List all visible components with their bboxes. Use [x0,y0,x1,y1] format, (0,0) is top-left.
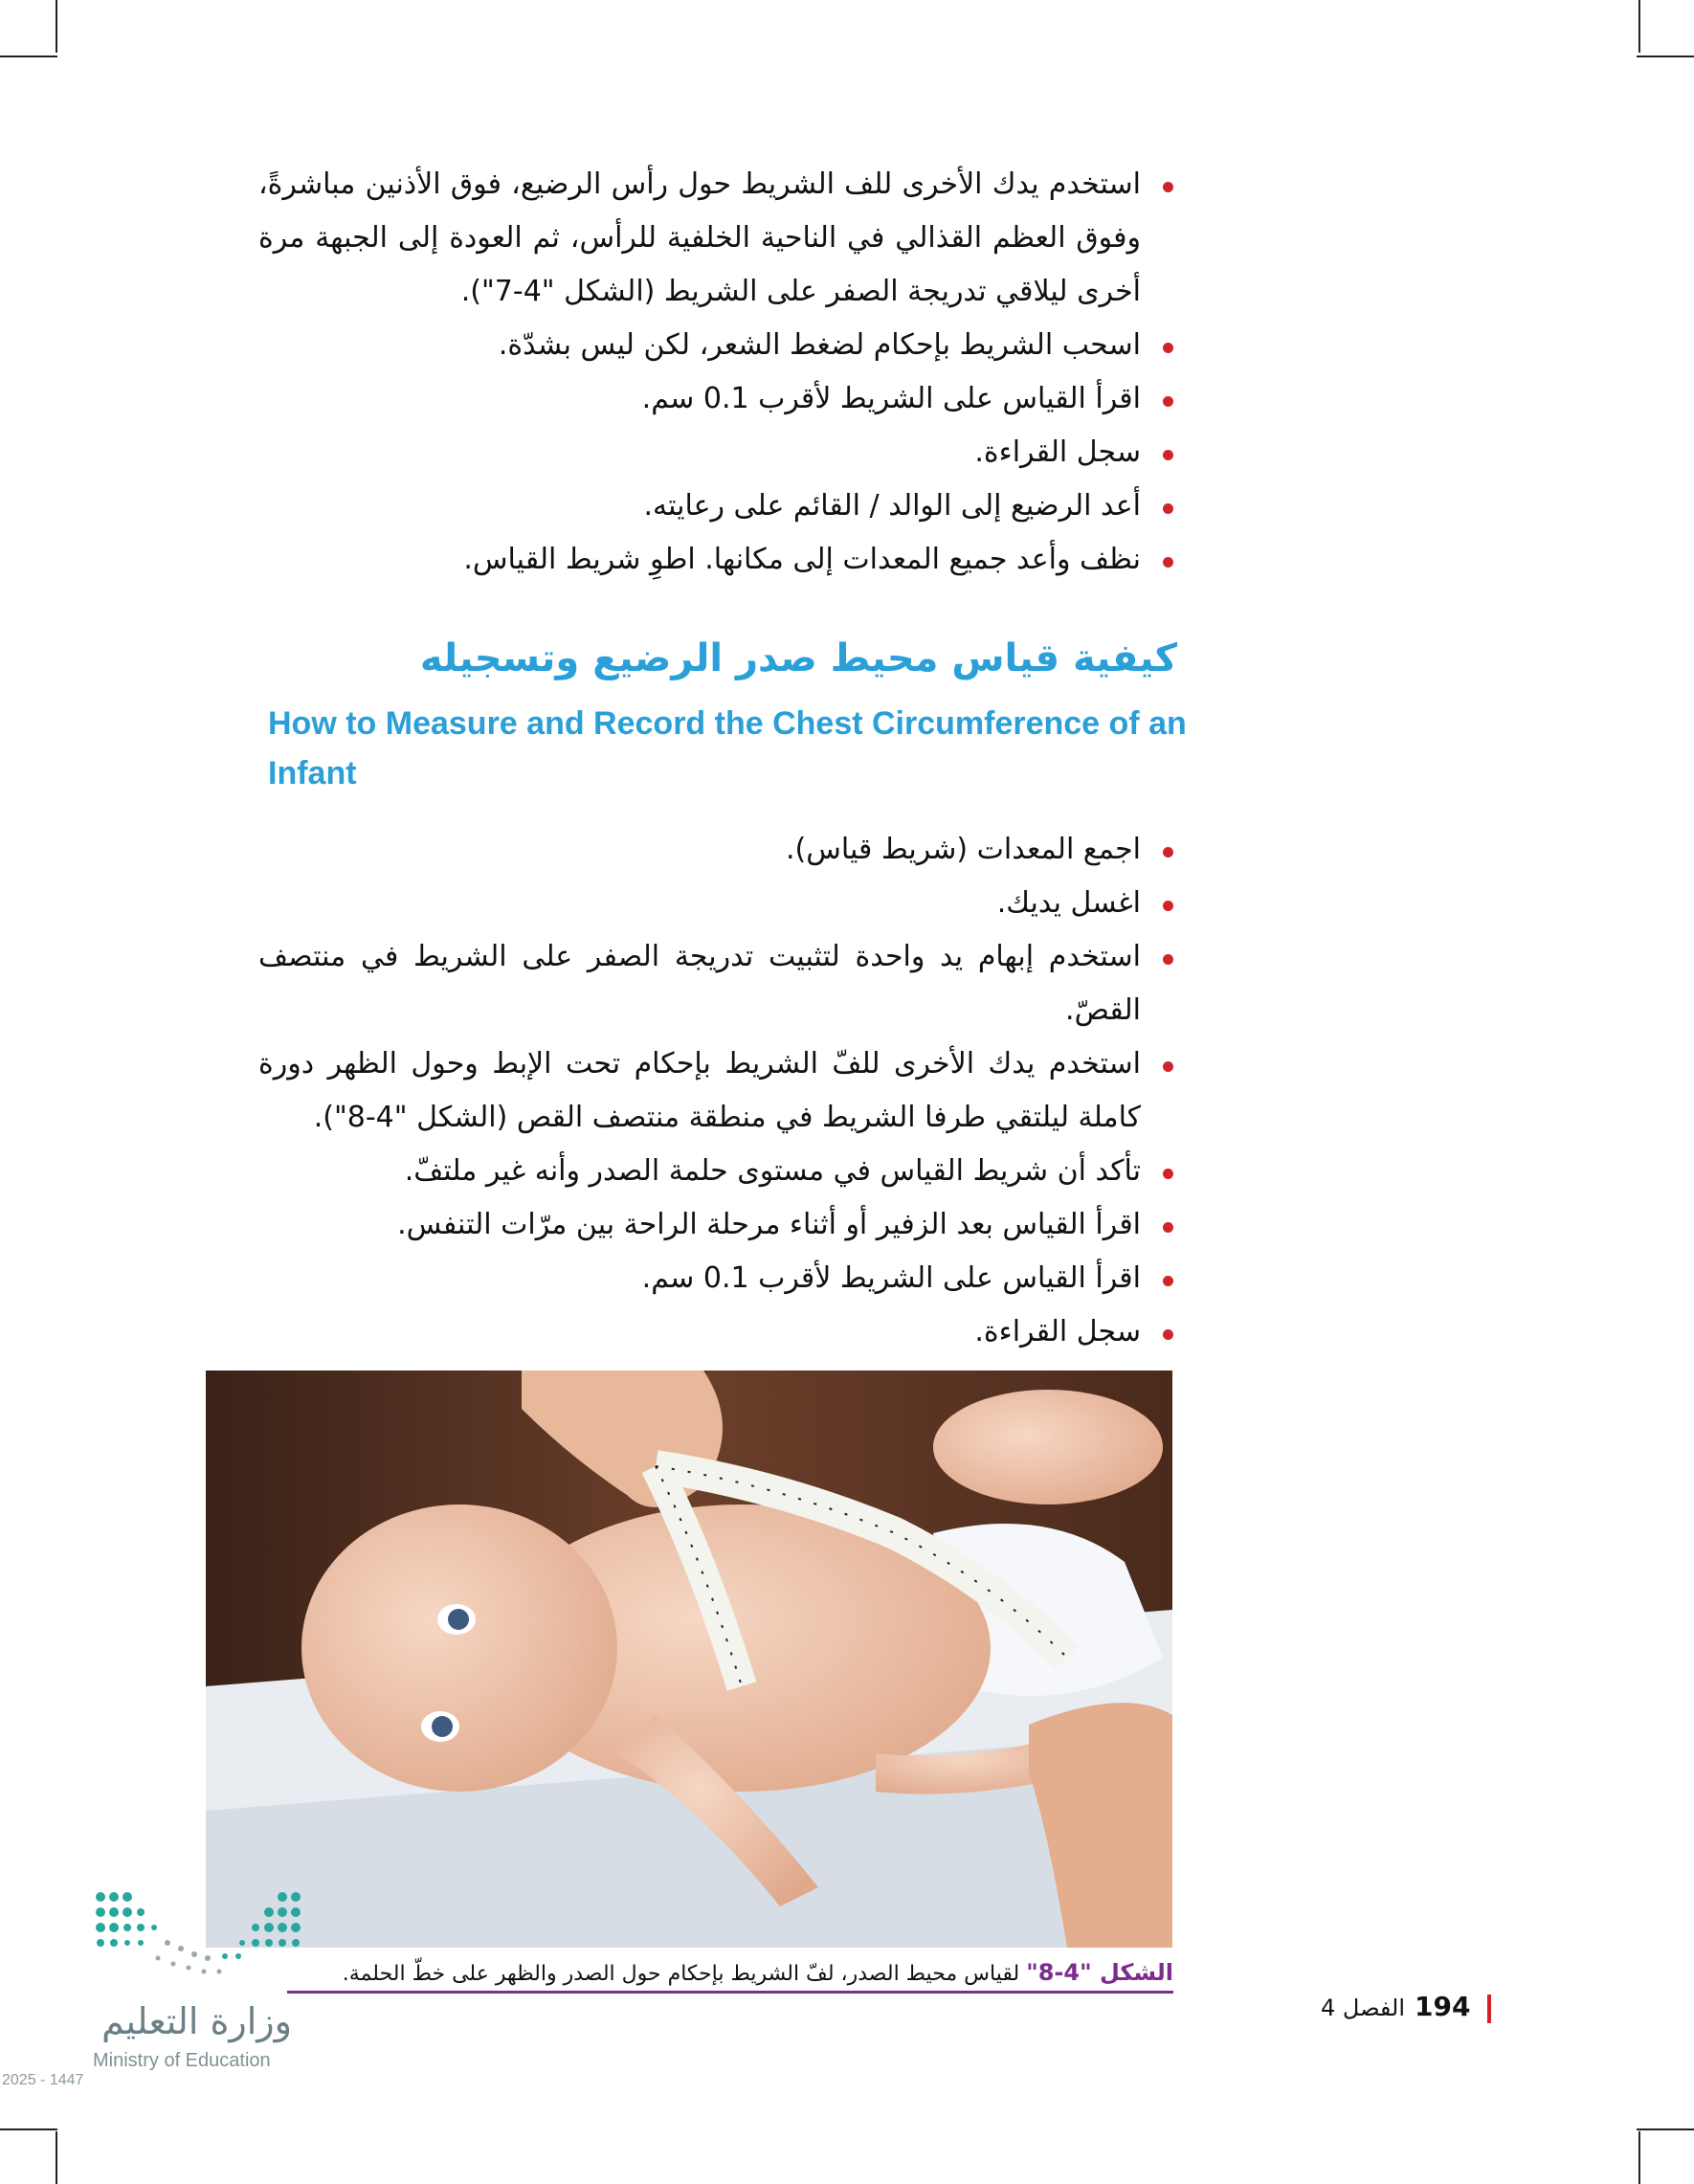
list-item: استخدم إبهام يد واحدة لتثبيت تدريجة الصفر على الشريط في منتصف القصّ. [258,930,1177,1037]
list-item: سجل القراءة. [258,426,1177,479]
crop-mark [1638,2131,1640,2184]
list-item: أعد الرضيع إلى الوالد / القائم على رعايته. [258,479,1177,533]
figure-caption-text: لقياس محيط الصدر، لفّ الشريط بإحكام حول الصدر والظهر على خطّ الحلمة. [342,1962,1020,1986]
list-item: اجمع المعدات (شريط قياس). [258,823,1177,877]
crop-mark [0,2128,57,2130]
crop-mark [1637,2128,1694,2130]
infant-chest-measurement-photo [206,1371,1172,1948]
head-measurement-steps [258,158,1177,587]
list-item: تأكد أن شريط القياس في مستوى حلمة الصدر وأنه غير ملتفّ. [258,1145,1177,1198]
chest-measurement-steps [258,823,1177,1359]
list-item: اقرأ القياس على الشريط لأقرب 0.1 سم. [258,1252,1177,1305]
list-item: استخدم يدك الأخرى للفّ الشريط بإحكام تحت الإبط وحول الظهر دورة كاملة ليلتقي طرفا الشريط في منطقة منتصف القص (الشكل "4-8"). [258,1037,1177,1145]
ministry-name-english: Ministry of Education [93,2050,271,2071]
chapter-label: الفصل 4 [1321,1995,1406,2021]
ministry-logo [91,1885,340,2071]
ministry-dots-icon [91,1885,321,1991]
list-item: استخدم يدك الأخرى للف الشريط حول رأس الرضيع، فوق الأذنين مباشرةً، وفوق العظم القذالي في الناحية الخلفية للرأس، ثم العودة إلى الجبهة مرة أخرى ليلاقي تدريجة الصفر على الشريط (الشكل "4-7"). [258,158,1177,319]
list-item: اغسل يديك. [258,877,1177,930]
list-item: اسحب الشريط بإحكام لضغط الشعر، لكن ليس بشدّة. [258,319,1177,372]
crop-mark [0,56,57,57]
page-footer [1321,1991,1491,2023]
list-item: اقرأ القياس بعد الزفير أو أثناء مرحلة الراحة بين مرّات التنفس. [258,1198,1177,1252]
ministry-year: 2025 - 1447 [2,2072,84,2088]
section-heading-arabic: كيفية قياس محيط صدر الرضيع وتسجيله [419,636,1177,680]
list-item: اقرأ القياس على الشريط لأقرب 0.1 سم. [258,372,1177,426]
figure-label: الشكل "4-8" [1026,1959,1173,1986]
crop-mark [56,0,57,53]
page-number: 194 [1415,1991,1471,2022]
crop-mark [1638,0,1640,53]
section-heading-english: How to Measure and Record the Chest Circumference of an Infant [268,705,1187,791]
figure-caption [287,1954,1173,1994]
page-divider [1487,1995,1491,2023]
list-item: سجل القراءة. [258,1305,1177,1359]
crop-mark [56,2131,57,2184]
crop-mark [1637,56,1694,57]
ministry-name-arabic: وزارة التعليم [101,2000,292,2042]
list-item: نظف وأعد جميع المعدات إلى مكانها. اطوِ شريط القياس. [258,533,1177,587]
